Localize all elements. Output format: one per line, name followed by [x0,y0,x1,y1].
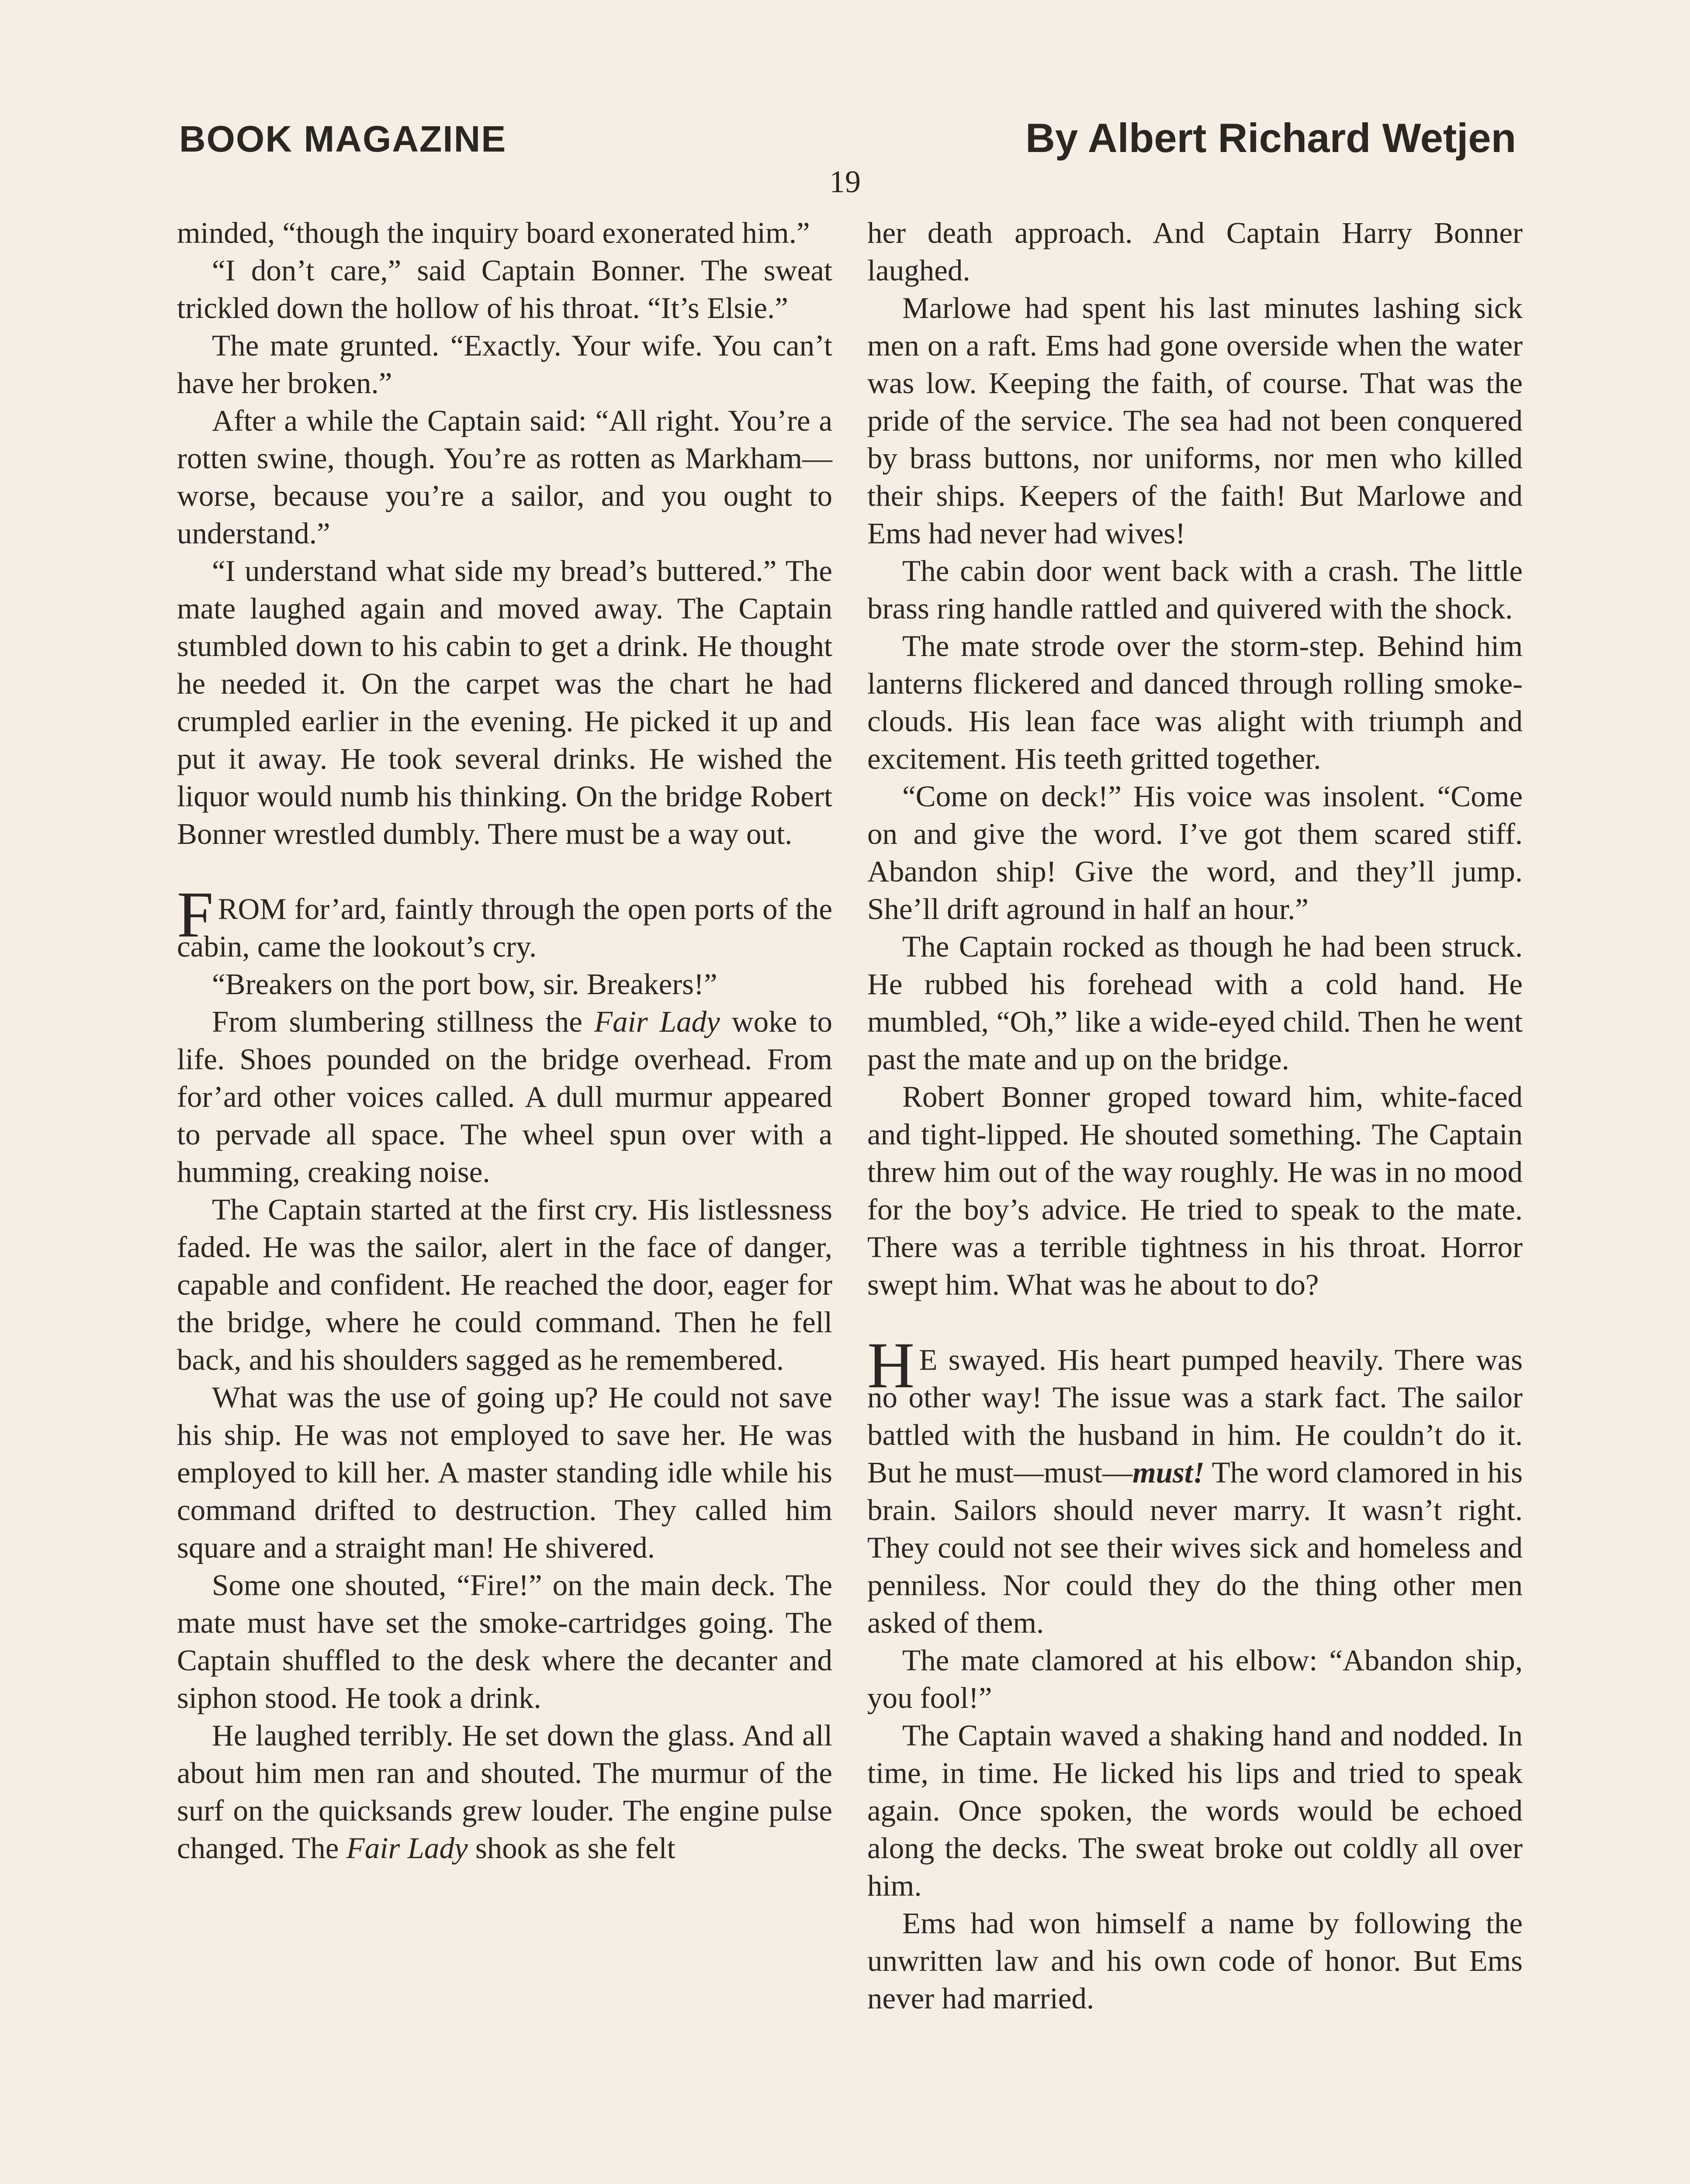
paragraph-text: “I understand what side my bread’s buttered.” The mate laughed again and moved away. The Captain stumbled down to his cabin to get a drink. He thought he needed it. On the carpet was the chart he had crumpled earlier in the evening. He picked it up and put it away. He took several drinks. He wished the liquor would numb his thinking. On the bridge Robert Bonner wrestled dumbly. There must be a way out. [177,554,832,850]
paragraph-text: “Come on deck!” His voice was insolent. “Come on and give the word. I’ve got them scared stiff. Abandon ship! Give the word, and they’ll jump. She’ll drift aground in half an hour.” [867,780,1523,926]
paragraph [867,928,1523,1078]
paragraph [177,1191,832,1379]
paragraph [177,1379,832,1566]
paragraph [867,1078,1523,1303]
paragraph [177,552,832,853]
paragraph-text: her death approach. And Captain Harry Bonner laughed. [867,216,1523,287]
lead-in: ROM [218,892,287,926]
drop-cap: H [867,1329,915,1402]
paragraph [867,214,1523,289]
paragraph [177,1717,832,1867]
page-number: 19 [829,164,861,199]
paragraph-text: From slumbering stillness the [212,1005,594,1038]
paragraph-text: The mate clamored at his elbow: “Abandon ship, you fool!” [867,1644,1523,1714]
paragraph-text: The mate grunted. “Exactly. Your wife. You can’t have her broken.” [177,329,832,400]
drop-cap: F [177,878,214,951]
right-column [867,214,1523,2017]
paragraph-text: Robert Bonner groped toward him, white-faced and tight-lipped. He shouted something. The Captain threw him out of the way roughly. He was in no mood for the boy’s advice. He tried to speak to the mate. There was a terrible tightness in his throat. Horror swept him. What was he about to do? [867,1080,1523,1301]
italic-text: must! [1132,1456,1205,1489]
paragraph [867,1717,1523,1904]
paragraph-text: minded, “though the inquiry board exonerated him.” [177,216,810,249]
paragraph [867,1904,1523,2017]
paragraph [867,1641,1523,1717]
magazine-title: BOOK MAGAZINE [179,118,507,159]
paragraph-text: The Captain started at the first cry. His listlessness faded. He was the sailor, alert in the face of danger, capable and confident. He reached the door, eager for the bridge, where he could command. Then he fell back, and his shoulders sagged as he remembered. [177,1193,832,1376]
paragraph [177,327,832,402]
lead-in: E [919,1343,938,1376]
italic-text: Fair Lady [346,1832,468,1865]
section-paragraph [177,878,832,965]
paragraph-text: Ems had won himself a name by following the unwritten law and his own code of honor. But Ems never had married. [867,1907,1523,2015]
paragraph-text: The Captain waved a shaking hand and nodded. In time, in time. He licked his lips and tried to speak again. Once spoken, the words would be echoed along the decks. The sweat broke out coldly all over him. [867,1719,1523,1902]
italic-text: Fair Lady [594,1005,720,1038]
paragraph [867,552,1523,627]
paragraph-text: shook as she felt [468,1832,675,1865]
paragraph-text: “Breakers on the port bow, sir. Breakers!” [212,968,717,1001]
paragraph-text: “I don’t care,” said Captain Bonner. The sweat trickled down the hollow of his throat. “It’s Elsie.” [177,254,832,325]
paragraph-text: swayed. His heart pumped heavily. There was no other way! The issue was a stark fact. The sailor battled with the husband in him. He couldn’t do it. But he must—must— [867,1343,1523,1489]
section-paragraph [867,1329,1523,1641]
paragraph [867,778,1523,928]
paragraph-text: Some one shouted, “Fire!” on the main deck. The mate must have set the smoke-cartridges going. The Captain shuffled to the desk where the decanter and siphon stood. He took a drink. [177,1569,832,1714]
paragraph-text: He laughed terribly. He set down the glass. And all about him men ran and shouted. The murmur of the surf on the quicksands grew louder. The engine pulse changed. The [177,1719,832,1865]
paragraph-text: The Captain rocked as though he had been struck. He rubbed his forehead with a cold hand. He mumbled, “Oh,” like a wide-eyed child. Then he went past the mate and up on the bridge. [867,930,1523,1076]
paragraph-text: After a while the Captain said: “All right. You’re a rotten swine, though. You’re as rotten as Markham—worse, because you’re a sailor, and you ought to understand.” [177,404,832,550]
paragraph-text: What was the use of going up? He could not save his ship. He was not employed to save her. He was employed to kill her. A master standing idle while his command drifted to destruction. They called him square and a straight man! He shivered. [177,1381,832,1564]
paragraph-text: The mate strode over the storm-step. Behind him lanterns flickered and danced through rolling smoke-clouds. His lean face was alight with triumph and excitement. His teeth gritted together. [867,629,1523,775]
paragraph [867,627,1523,778]
paragraph-text: woke to life. Shoes pounded on the bridge overhead. From for’ard other voices called. A dull murmur appeared to pervade all space. The wheel spun over with a humming, creaking noise. [177,1005,832,1189]
paragraph [177,252,832,327]
paragraph-text: for’ard, faintly through the open ports of the cabin, came the lookout’s cry. [177,892,832,963]
paragraph [177,402,832,552]
paragraph [177,1003,832,1191]
paragraph-text: Marlowe had spent his last minutes lashing sick men on a raft. Ems had gone overside when the water was low. Keeping the faith, of course. That was the pride of the service. The sea had not been conquered by brass buttons, nor uniforms, nor men who killed their ships. Keepers of the faith! But Marlowe and Ems had never had wives! [867,291,1523,550]
paragraph [177,965,832,1003]
left-column [177,214,832,1867]
paragraph-text: The cabin door went back with a crash. The little brass ring handle rattled and quivered with the shock. [867,554,1523,625]
paragraph [177,1566,832,1717]
paragraph-text: The word clamored in his brain. Sailors should never marry. It wasn’t right. They could not see their wives sick and homeless and penniless. Nor could they do the thing other men asked of them. [867,1456,1523,1639]
author-byline: By Albert Richard Wetjen [1025,115,1516,161]
paragraph [177,214,832,252]
paragraph [867,289,1523,552]
